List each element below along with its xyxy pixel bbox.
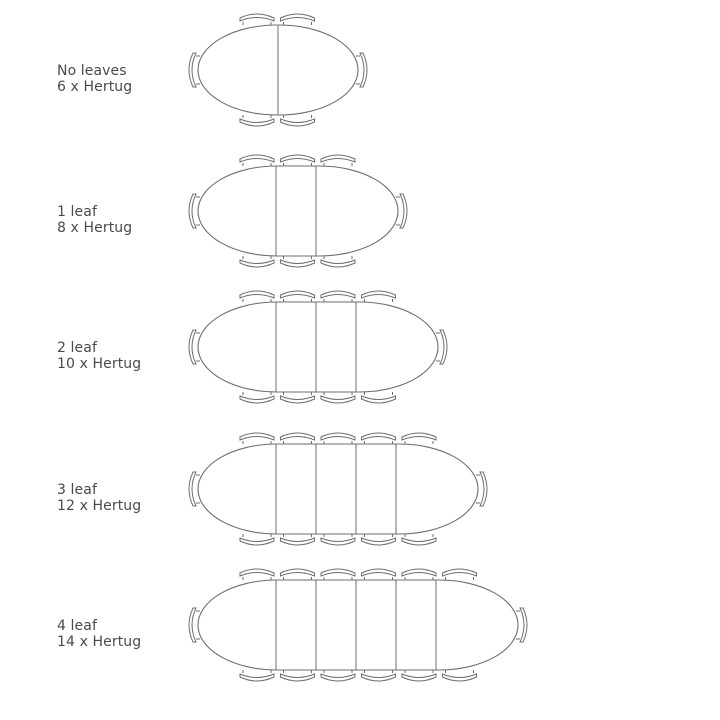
chair-back — [189, 330, 196, 364]
chair-back — [240, 155, 274, 162]
chair-back — [240, 569, 274, 576]
chair-back — [189, 472, 196, 506]
chair-back — [321, 396, 355, 403]
chair-count-text: 10 x Hertug — [57, 356, 142, 372]
chair-back — [240, 538, 274, 545]
chair-arm — [243, 163, 271, 166]
chair-back — [240, 291, 274, 298]
chair-arm — [405, 534, 433, 537]
chair-back — [321, 569, 355, 576]
table-config-0-leaf — [189, 14, 367, 126]
table-config-4-leaf — [189, 569, 527, 681]
chair-arm — [324, 256, 352, 259]
chair-arm — [243, 392, 271, 395]
chair-back — [281, 569, 315, 576]
chair-back — [240, 674, 274, 681]
leaf-count-text: No leaves — [57, 63, 127, 79]
chair-back — [281, 396, 315, 403]
chair-arm — [446, 577, 474, 580]
chair-back — [281, 260, 315, 267]
table-top — [198, 444, 478, 534]
chair-back — [321, 538, 355, 545]
chair-back — [281, 155, 315, 162]
chair-back — [362, 396, 396, 403]
chair-back — [402, 538, 436, 545]
chair-back — [443, 569, 477, 576]
chair-back — [400, 194, 407, 228]
table-top — [198, 580, 518, 670]
chair-count-text: 14 x Hertug — [57, 634, 142, 650]
chair-back — [281, 291, 315, 298]
chair-arm — [365, 392, 393, 395]
leaf-count-text: 4 leaf — [57, 618, 97, 634]
table-config-1-leaf — [189, 155, 407, 267]
chair-arm — [365, 299, 393, 302]
leaf-count-text: 3 leaf — [57, 482, 97, 498]
chair-back — [362, 291, 396, 298]
chair-back — [362, 569, 396, 576]
chair-arm — [243, 534, 271, 537]
table-config-3-leaf — [189, 433, 487, 545]
chair-count-text: 6 x Hertug — [57, 79, 133, 95]
chair-back — [443, 674, 477, 681]
chair-back — [281, 538, 315, 545]
chair-arm — [243, 670, 271, 673]
chair-back — [362, 433, 396, 440]
chair-back — [402, 674, 436, 681]
chair-back — [240, 119, 274, 126]
chair-arm — [284, 22, 312, 25]
chair-back — [321, 260, 355, 267]
leaf-count-text: 2 leaf — [57, 340, 97, 356]
chair-back — [240, 396, 274, 403]
chair-back — [321, 291, 355, 298]
chair-back — [440, 330, 447, 364]
chair-back — [520, 608, 527, 642]
chair-back — [240, 433, 274, 440]
chair-back — [321, 674, 355, 681]
chair-arm — [243, 22, 271, 25]
chair-count-text: 12 x Hertug — [57, 498, 142, 514]
table-top — [198, 166, 398, 256]
chair-back — [362, 538, 396, 545]
chair-arm — [243, 441, 271, 444]
chair-arm — [243, 577, 271, 580]
chair-back — [240, 260, 274, 267]
chair-back — [402, 569, 436, 576]
chair-back — [480, 472, 487, 506]
chair-back — [281, 119, 315, 126]
chair-count-text: 8 x Hertug — [57, 220, 133, 236]
chair-back — [321, 433, 355, 440]
chair-back — [362, 674, 396, 681]
chair-back — [360, 53, 367, 87]
chair-back — [189, 194, 196, 228]
table-top — [198, 302, 438, 392]
chair-back — [189, 53, 196, 87]
chair-arm — [243, 115, 271, 118]
chair-arm — [446, 670, 474, 673]
chair-back — [281, 674, 315, 681]
chair-back — [402, 433, 436, 440]
chair-back — [281, 14, 315, 21]
chair-back — [240, 14, 274, 21]
leaf-count-text: 1 leaf — [57, 204, 97, 220]
chair-back — [189, 608, 196, 642]
chair-back — [321, 155, 355, 162]
chair-arm — [405, 441, 433, 444]
chair-back — [281, 433, 315, 440]
chair-arm — [284, 115, 312, 118]
chair-arm — [324, 163, 352, 166]
chair-arm — [243, 299, 271, 302]
chair-arm — [243, 256, 271, 259]
table-config-2-leaf — [189, 291, 447, 403]
